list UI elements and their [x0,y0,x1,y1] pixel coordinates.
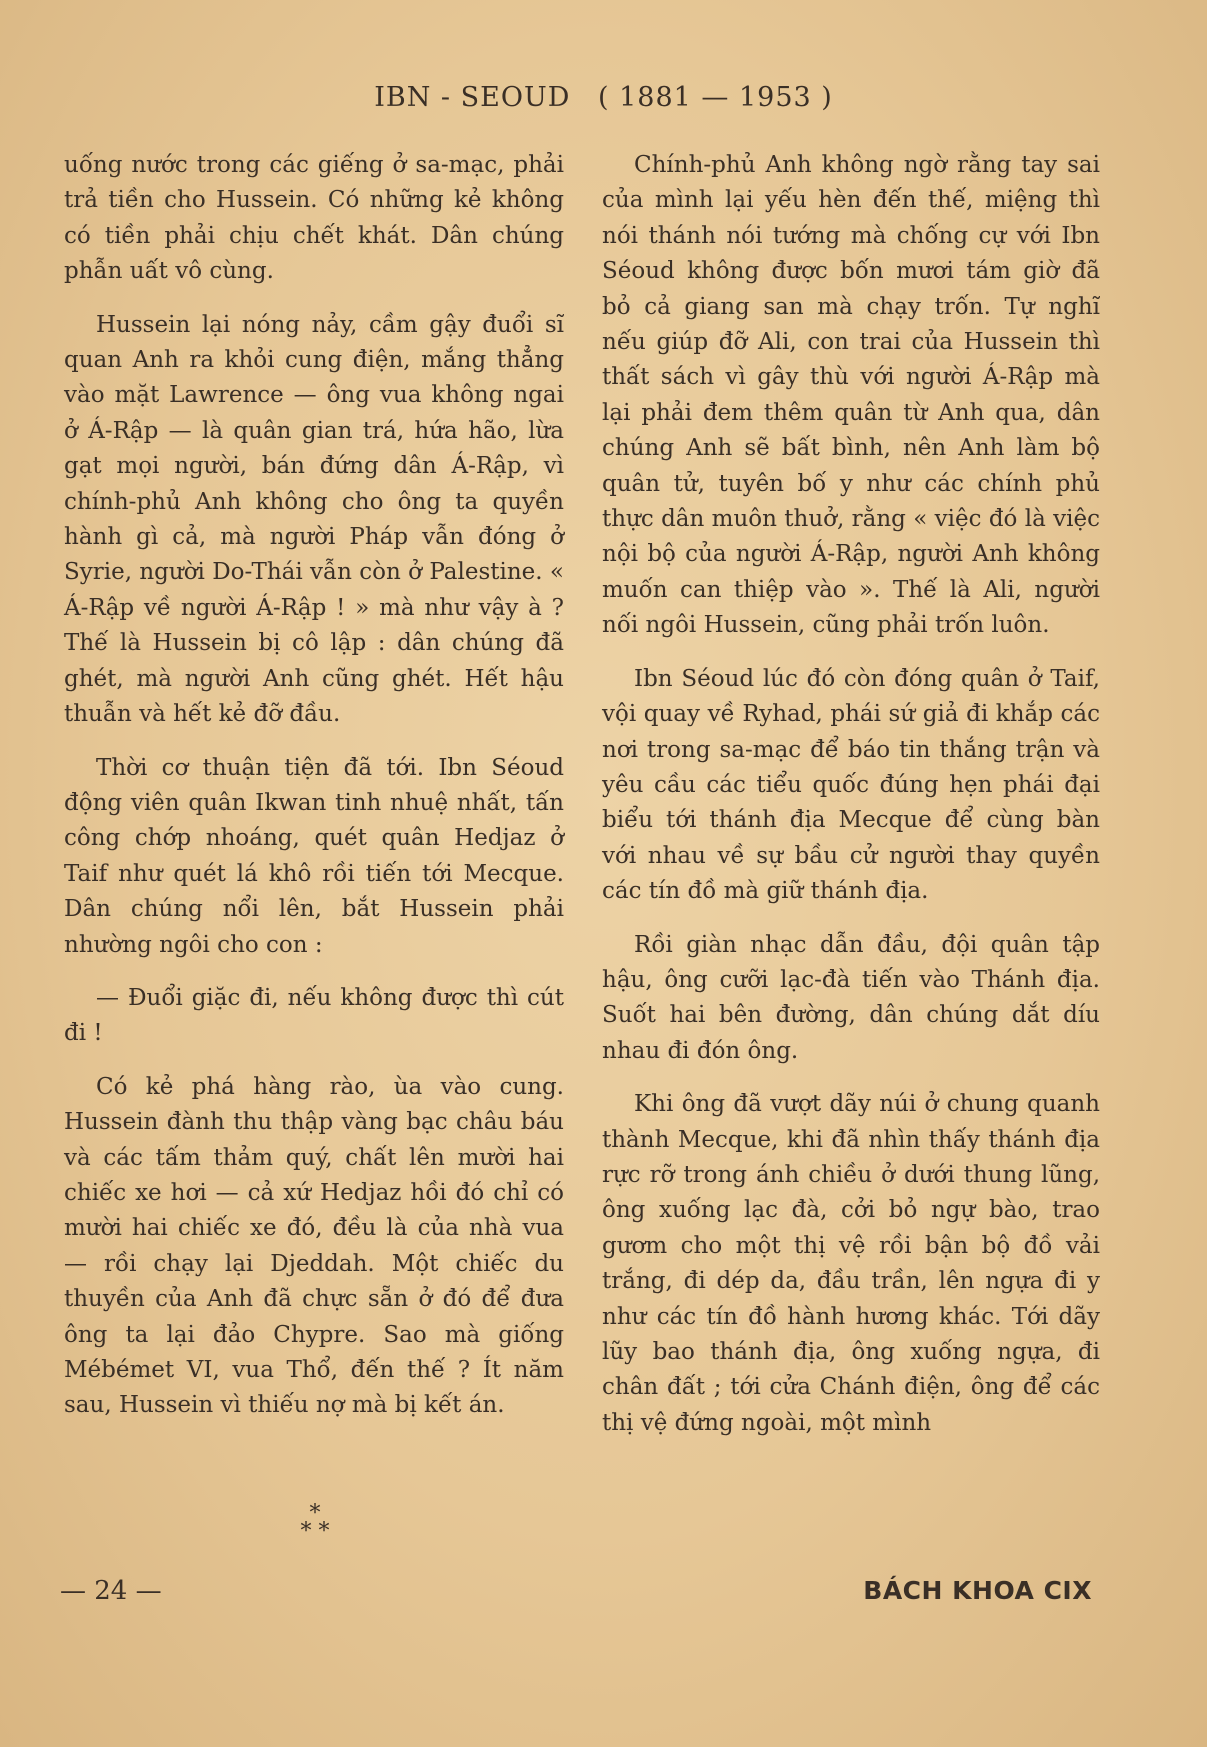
asterisk-bottom: * * [300,1519,330,1544]
running-header [0,82,1207,113]
section-divider-asterisks [285,1501,345,1544]
paragraph: Có kẻ phá hàng rào, ùa vào cung. Hussein đành thu thập vàng bạc châu báu và các tấm thảm quý, chất lên mười hai chiếc xe hơi — cả xứ Hedjaz hồi đó chỉ có mười hai chiếc xe đó, đều là của nhà vua — rồi chạy lại Djeddah. Một chiếc du thuyền của Anh đã chực sẵn ở đó để đưa ông ta lại đảo Chypre. Sao mà giống Mébémet VI, vua Thổ, đến thế ? Ít năm sau, Hussein vì thiếu nợ mà bị kết án. [64,1073,564,1419]
paragraph: — Đuổi giặc đi, nếu không được thì cút đi ! [64,984,564,1047]
paragraph: Rồi giàn nhạc dẫn đầu, đội quân tập hậu, ông cưỡi lạc-đà tiến vào Thánh địa. Suốt hai bên đường, dân chúng dắt díu nhau đi đón ông. [602,931,1100,1064]
publication-footer: BÁCH KHOA CIX [863,1576,1092,1605]
paragraph: Chính-phủ Anh không ngờ rằng tay sai của mình lại yếu hèn đến thế, miệng thì nói thánh nói tướng mà chống cự với Ibn Séoud không được bốn mươi tám giờ đã bỏ cả giang san mà chạy trốn. Tự nghĩ nếu giúp đỡ Ali, con trai của Hussein thì thất sách vì gây thù với người Á-Rập mà lại phải đem thêm quân từ Anh qua, dân chúng Anh sẽ bất bình, nên Anh làm bộ quân tử, tuyên bố y như các chính phủ thực dân muôn thuở, rằng « việc đó là việc nội bộ của người Á-Rập, người Anh không muốn can thiệp vào ». Thế là Ali, người nối ngôi Hussein, cũng phải trốn luôn. [602,152,1100,639]
paragraph: Ibn Séoud lúc đó còn đóng quân ở Taif, vội quay về Ryhad, phái sứ giả đi khắp các nơi trong sa-mạc để báo tin thắng trận và yêu cầu các tiểu quốc đúng hẹn phái đại biểu tới thánh địa Mecque để cùng bàn với nhau về sự bầu cử người thay quyền các tín đồ mà giữ thánh địa. [602,665,1100,905]
page-number: — 24 — [60,1576,162,1606]
header-years: ( 1881 — 1953 ) [597,82,833,113]
paragraph: uống nước trong các giếng ở sa-mạc, phải trả tiền cho Hussein. Có những kẻ không có tiền phải chịu chết khát. Dân chúng phẫn uất vô cùng. [64,152,564,285]
paragraph: Hussein lại nóng nảy, cầm gậy đuổi sĩ quan Anh ra khỏi cung điện, mắng thẳng vào mặt Lawrence — ông vua không ngai ở Á-Rập — là quân gian trá, hứa hão, lừa gạt mọi người, bán đứng dân Á-Rập, vì chính-phủ Anh không cho ông ta quyền hành gì cả, mà người Pháp vẫn đóng ở Syrie, người Do-Thái vẫn còn ở Palestine. « Á-Rập về người Á-Rập ! » mà như vậy à ? Thế là Hussein bị cô lập : dân chúng đã ghét, mà người Anh cũng ghét. Hết hậu thuẫn và hết kẻ đỡ đầu. [64,311,564,728]
left-column [64,148,564,1442]
right-column [602,148,1100,1459]
asterisk-top: * [309,1501,321,1526]
paragraph: Thời cơ thuận tiện đã tới. Ibn Séoud động viên quân Ikwan tinh nhuệ nhất, tấn công chớp nhoáng, quét quân Hedjaz ở Taif như quét lá khô rồi tiến tới Mecque. Dân chúng nổi lên, bắt Hussein phải nhường ngôi cho con : [64,754,564,958]
header-title: IBN - SEOUD [374,82,571,113]
paragraph: Khi ông đã vượt dãy núi ở chung quanh thành Mecque, khi đã nhìn thấy thánh địa rực rỡ trong ánh chiều ở dưới thung lũng, ông xuống lạc đà, cởi bỏ ngự bào, trao gươm cho một thị vệ rồi bận bộ đồ vải trắng, đi dép da, đầu trần, lên ngựa đi y như các tín đồ hành hương khác. Tới dãy lũy bao thánh địa, ông xuống ngựa, đi chân đất ; tới cửa Chánh điện, ông để các thị vệ đứng ngoài, một mình [602,1091,1100,1436]
